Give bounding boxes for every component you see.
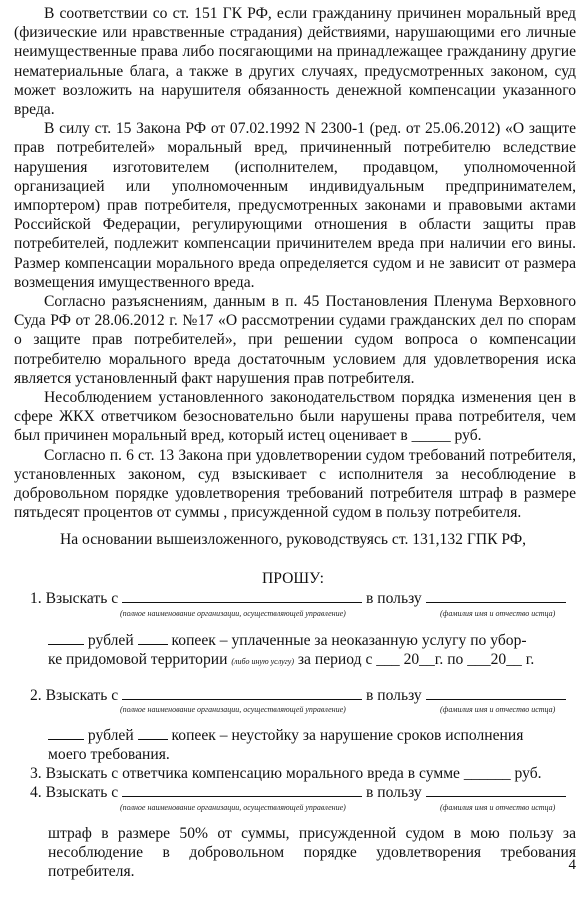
item1-period-line	[48, 651, 534, 669]
item1-kopecks-label: копеек – уплаченные за неоказанную услугу по убор-	[171, 632, 527, 649]
item1-period-text: за период с ___ 20__г. по ___20__ г.	[297, 651, 535, 668]
item2-rubles-label: рублей	[87, 727, 134, 744]
item1-org-field[interactable]	[122, 601, 362, 603]
item2-hint-org: (полное наименование организации, осуществляющей управление)	[120, 705, 346, 714]
paragraph-consumer-law: В силу ст. 15 Закона РФ от 07.02.1992 N 2300-1 (ред. от 25.06.2012) «О защите прав потребителей» моральный вред, причиненный потребителю вследствие нарушения изготовителем (исполнителем, продавцом, уполномоченной организацией или уполномоченным индивидуальным предпринимателем, импортером) прав потребителя, предусмотренных законами и правовыми актами Российской Федерации, регулирующими отношения в области защиты прав потребителей, подлежит компенсации причинителем вреда при наличии его вины. Размер компенсации морального вреда определяется судом и не зависит от размера возмещения имущественного вреда.	[14, 120, 576, 291]
item4-number: 4.	[30, 784, 42, 801]
item2-kopecks-field[interactable]	[138, 738, 168, 740]
item2-person-field[interactable]	[426, 698, 566, 700]
item4-header	[30, 784, 566, 802]
item3-number: 3.	[30, 765, 42, 782]
item4-hint-org: (полное наименование организации, осуществляющей управление)	[120, 803, 346, 812]
paragraph-supreme-court: Согласно разъяснениям, данным в п. 45 Постановления Пленума Верховного Суда РФ от 28.06.2012 г. №17 «О рассмотрении судами гражданских дел по спорам о защите прав потребителей», при решении судом вопроса о компенсации потребителю морального вреда достаточным условием для удовлетворения иска является установленный факт нарушения прав потребителя.	[14, 293, 576, 387]
item2-number: 2.	[30, 687, 42, 704]
item1-hint-org: (полное наименование организации, осуществляющей управление)	[120, 609, 346, 618]
item1-hint-person: (фамилия имя и отчество истца)	[440, 609, 556, 618]
item2-prefix: Взыскать с	[45, 687, 119, 704]
item3-text: Взыскать с ответчика компенсацию морального вреда в сумме ______ руб.	[45, 765, 542, 782]
item4-org-field[interactable]	[122, 795, 362, 797]
item2-infavor: в пользу	[365, 687, 422, 704]
item4-fine-paragraph: штраф в размере 50% от суммы, присужденной судом в мою пользу за несоблюдение в добровольном порядке удовлетворения требования потребителя.	[48, 825, 576, 881]
item1-prefix: Взыскать с	[45, 590, 119, 607]
item2-org-field[interactable]	[122, 698, 362, 700]
item1-service-hint: (либо иную услугу)	[231, 657, 294, 666]
item1-infavor: в пользу	[365, 590, 422, 607]
item1-service-text: ке придомовой территории	[48, 651, 228, 668]
item2-kopecks-label: копеек – неустойку за нарушение сроков исполнения	[171, 727, 524, 744]
paragraph-fine: Согласно п. 6 ст. 13 Закона при удовлетворении судом требований потребителя, установленных законом, суд взыскивает с исполнителя за несоблюдение в добровольном порядке удовлетворения требований потребителя штраф в размере пятьдесят процентов от суммы , присужденной судом в пользу потребителя.	[14, 446, 576, 522]
item1-kopecks-field[interactable]	[138, 643, 168, 645]
item1-rubles-label: рублей	[87, 632, 134, 649]
item2-amount-line	[48, 727, 523, 745]
item1-number: 1.	[30, 590, 42, 607]
item3-line	[30, 765, 542, 783]
item4-person-field[interactable]	[426, 795, 566, 797]
request-title: ПРОШУ:	[262, 570, 324, 587]
item2-requirement-line: моего требования.	[48, 746, 170, 763]
page-number: 4	[568, 857, 576, 873]
item4-fine-text	[48, 824, 576, 882]
paragraph-violation: Несоблюдением установленного законодательством порядка изменения цен в сфере ЖКХ ответчиком безосновательно были нарушены права потребителя, чем был причинен моральный вред, который истец оценивает в _____ руб.	[14, 389, 576, 445]
paragraph-civil-code: В соответствии со ст. 151 ГК РФ, если гражданину причинен моральный вред (физические или нравственные страдания) действиями, нарушающими его личные неимущественные права либо посягающими на принадлежащее гражданину другие нематериальные блага, а также в других случаях, предусмотренных законом, суд может возложить на нарушителя обязанность денежной компенсации указанного вреда.	[14, 5, 576, 119]
item2-hint-person: (фамилия имя и отчество истца)	[440, 705, 556, 714]
item4-prefix: Взыскать с	[45, 784, 119, 801]
item1-header	[30, 590, 566, 608]
item2-header	[30, 687, 566, 705]
item2-rubles-field[interactable]	[48, 738, 84, 740]
item4-hint-person: (фамилия имя и отчество истца)	[440, 803, 556, 812]
item1-rubles-field[interactable]	[48, 643, 84, 645]
basis-line: На основании вышеизложенного, руководствуясь ст. 131,132 ГПК РФ,	[59, 531, 527, 548]
item1-amount-line	[48, 632, 527, 650]
body-paragraphs	[14, 4, 576, 522]
item4-infavor: в пользу	[365, 784, 422, 801]
item1-person-field[interactable]	[426, 601, 566, 603]
